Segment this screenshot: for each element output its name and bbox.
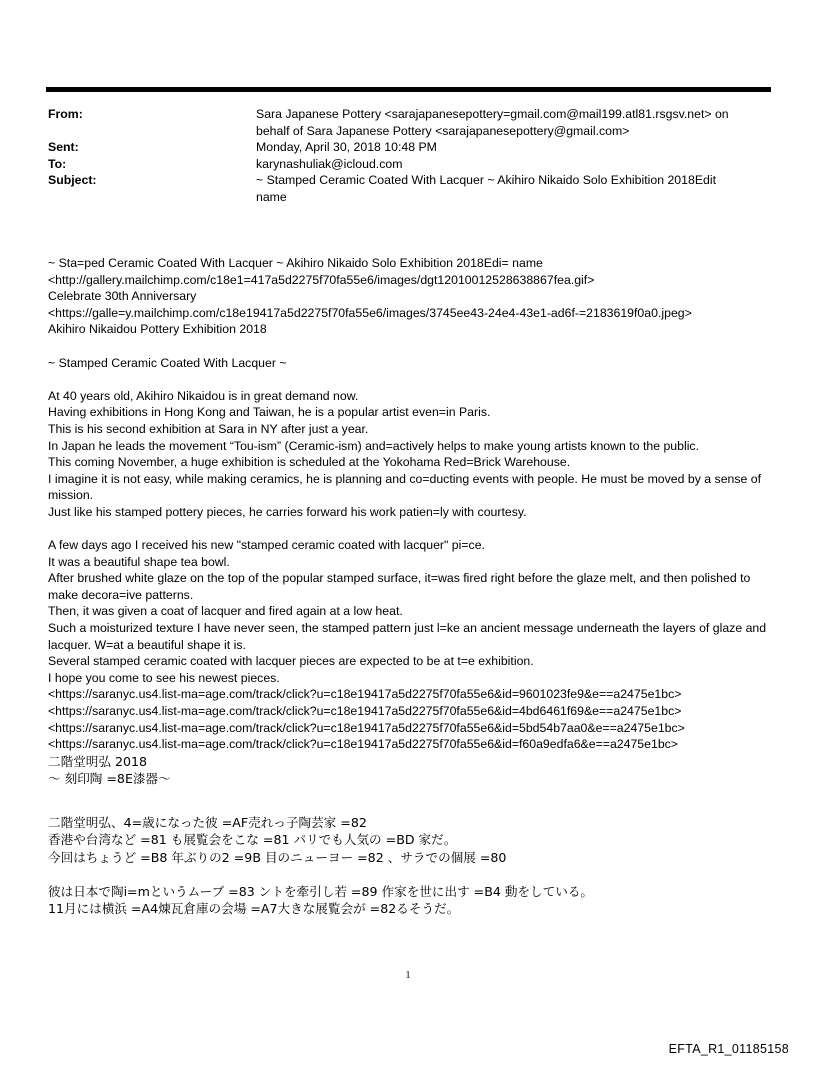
- body-line: It was a beautiful shape tea bowl.: [48, 554, 230, 569]
- from-row: [48, 106, 773, 139]
- sent-label: Sent:: [48, 140, 79, 154]
- jp-line: 彼は日本で陶i=mというムーブ =83 ントを牽引し若 =89 作家を世に出す =B4 動をしている。: [48, 883, 594, 899]
- tracking-link[interactable]: <https://saranyc.us4.list-ma=age.com/track/click?u=c18e19417a5d2275f70fa55e6&id=9601023fe9&e==a2475e1bc>: [48, 687, 682, 702]
- to-value: karynashuliak@icloud.com: [256, 156, 403, 171]
- body-line: This coming November, a huge exhibition is scheduled at the Yokohama Red=Brick Warehouse.: [48, 455, 571, 470]
- image-link[interactable]: <http://gallery.mailchimp.com/c18e1=417a5d2275f70fa55e6/images/dgt12010012528638867fea.gif>: [48, 272, 595, 287]
- subject-label: Subject:: [48, 173, 97, 187]
- body-line: ~ Stamped Ceramic Coated With Lacquer ~: [48, 355, 287, 370]
- tracking-link[interactable]: <https://saranyc.us4.list-ma=age.com/track/click?u=c18e19417a5d2275f70fa55e6&id=f60a9edfa6&e==a2475e1bc>: [48, 737, 678, 752]
- email-body: [48, 255, 783, 918]
- document-id: EFTA_R1_01185158: [668, 1042, 789, 1056]
- body-line: A few days ago I received his new "stamped ceramic coated with lacquer" pi=ce.: [48, 538, 485, 553]
- from-label: From:: [48, 107, 83, 121]
- body-line: Just like his stamped pottery pieces, he carries forward his work patien=ly with courtesy.: [48, 504, 527, 519]
- tracking-link[interactable]: <https://saranyc.us4.list-ma=age.com/track/click?u=c18e19417a5d2275f70fa55e6&id=4bd6461f69&e==a2475e1bc>: [48, 704, 682, 719]
- jp-line: 〜 刻印陶 =8E漆器〜: [48, 771, 171, 787]
- sent-row: [48, 139, 773, 156]
- jp-line: 11月には横浜 =A4煉瓦倉庫の会場 =A7大きな展覧会が =82るそうだ。: [48, 901, 460, 917]
- body-line: Having exhibitions in Hong Kong and Taiwan, he is a popular artist even=in Paris.: [48, 405, 491, 420]
- spacer: [48, 866, 783, 883]
- tracking-link[interactable]: <https://saranyc.us4.list-ma=age.com/track/click?u=c18e19417a5d2275f70fa55e6&id=5bd54b7aa0&e==a2475e1bc>: [48, 720, 685, 735]
- jp-line: 今回はちょうど =B8 年ぶりの2 =9B 目のニューヨー =82 、サラでの個展 =80: [48, 849, 507, 865]
- from-value-line-1: Sara Japanese Pottery <sarajapanesepottery=gmail.com@mail199.atl81.rsgsv.net> on: [256, 107, 729, 121]
- body-line: Akihiro Nikaidou Pottery Exhibition 2018: [48, 322, 267, 337]
- to-label: To:: [48, 156, 67, 171]
- body-line: After brushed white glaze on the top of the popular stamped surface, it=was fired right before the glaze melt, and then polished to make decora=ive patterns.: [48, 571, 751, 602]
- spacer: [48, 371, 783, 388]
- spacer: [48, 521, 783, 538]
- body-line: Such a moisturized texture I have never seen, the stamped pattern just l=ke an ancient message underneath the layers of glaze and lacquer. W=at a beautiful shape it is.: [48, 621, 767, 652]
- image-link[interactable]: <https://galle=y.mailchimp.com/c18e19417a5d2275f70fa55e6/images/3745ee43-24e4-43e1-ad6f-=2183619f0a0.jpeg>: [48, 305, 692, 320]
- body-line: I imagine it is not easy, while making ceramics, he is planning and co=ducting events with people. He must be moved by a sense of mission.: [48, 471, 762, 503]
- email-header: [48, 106, 773, 205]
- jp-line: 香港や台湾など =81 も展覧会をこな =81 パリでも人気の =BD 家だ。: [48, 832, 457, 848]
- body-line: In Japan he leads the movement “Tou-ism” (Ceramic-ism) and=actively helps to make young artists known to the public.: [48, 438, 700, 453]
- body-line: This is his second exhibition at Sara in NY after just a year.: [48, 421, 369, 436]
- jp-line: 二階堂明弘、4=歳になった彼 =AF売れっ子陶芸家 =82: [48, 814, 367, 830]
- body-line: Several stamped ceramic coated with lacquer pieces are expected to be at t=e exhibition.: [48, 654, 534, 669]
- spacer: [48, 788, 783, 814]
- subject-value-line-2: name: [256, 189, 287, 204]
- header-rule: [46, 87, 771, 92]
- body-line: Celebrate 30th Anniversary: [48, 289, 197, 304]
- sent-value: Monday, April 30, 2018 10:48 PM: [256, 140, 437, 154]
- subject-row: [48, 172, 773, 205]
- to-row: [48, 156, 773, 173]
- subject-value: [256, 172, 773, 205]
- from-value-line-2: behalf of Sara Japanese Pottery <sarajapanesepottery@gmail.com>: [256, 123, 630, 138]
- from-value: [256, 106, 773, 139]
- spacer: [48, 338, 783, 355]
- jp-line: 二階堂明弘 2018: [48, 753, 148, 769]
- page-number: 1: [405, 970, 411, 981]
- body-line: At 40 years old, Akihiro Nikaidou is in great demand now.: [48, 388, 359, 403]
- body-line: ~ Sta=ped Ceramic Coated With Lacquer ~ Akihiro Nikaido Solo Exhibition 2018Edi= name: [48, 256, 543, 270]
- body-line: Then, it was given a coat of lacquer and fired again at a low heat.: [48, 604, 403, 619]
- body-line: I hope you come to see his newest pieces.: [48, 670, 280, 685]
- subject-value-line-1: ~ Stamped Ceramic Coated With Lacquer ~ Akihiro Nikaido Solo Exhibition 2018Edit: [256, 173, 717, 187]
